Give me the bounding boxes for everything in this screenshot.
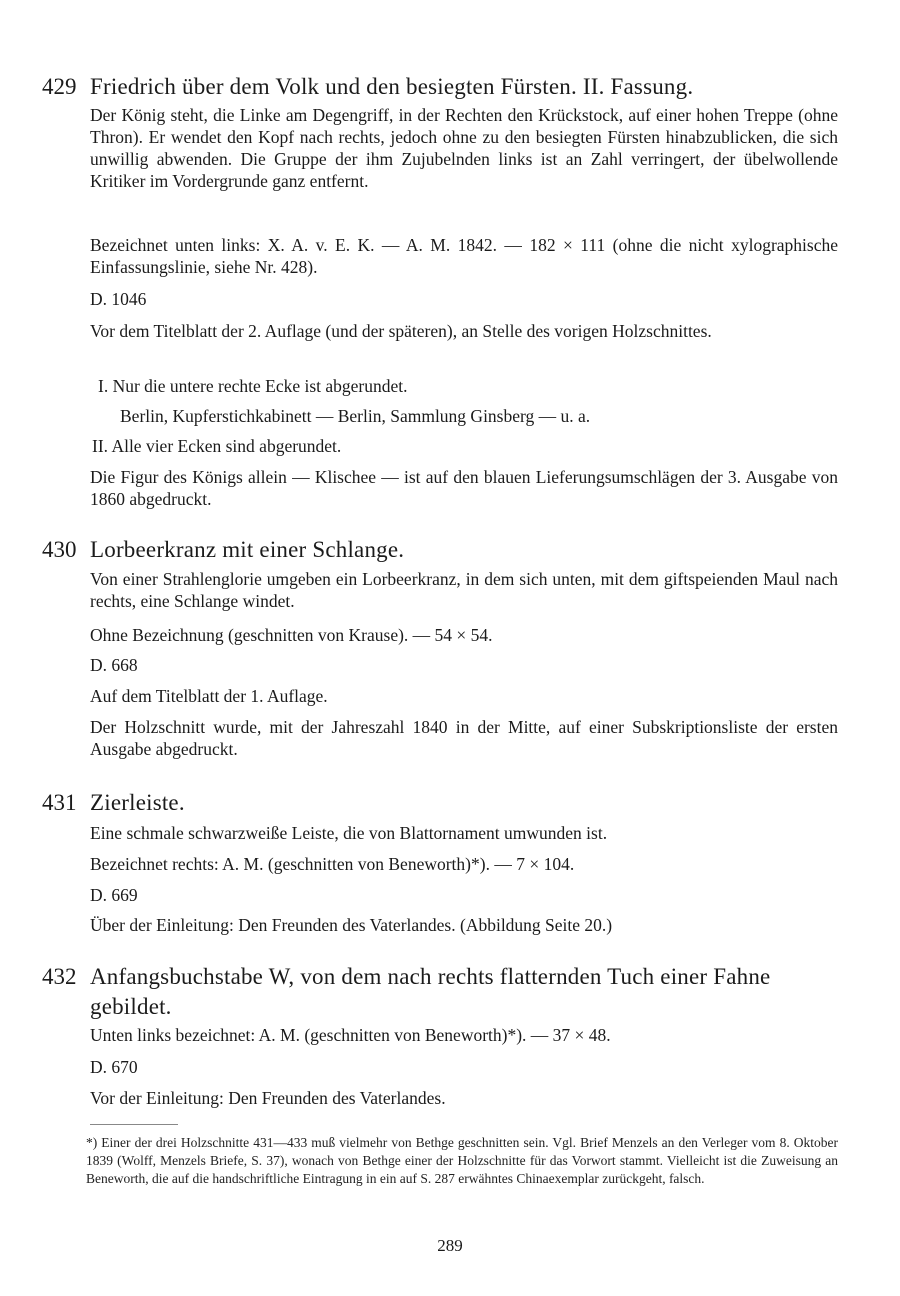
footnote: *) Einer der drei Holzschnitte 431—433 muß vielmehr von Bethge geschnitten sein. Vgl. Brief Menzels an den Verleger vom 8. Oktober 1839 (Wolff, Menzels Briefe, S. 37), wonach von Bethge einer der Holzschnitte für das Vorwort stammt. Vielleicht ist die Zuweisung an Beneworth, die auf die handschriftliche Eintragung in ein auf S. 287 erwähntes Chinaexemplar zurückgeht, falsch. (86, 1135, 838, 1187)
entry-d-number: D. 669 (90, 885, 138, 905)
entry-description: Der König steht, die Linke am Degengriff, in der Rechten den Krückstock, auf einer hohen Treppe (ohne Thron). Er wendet den Kopf nach rechts, jedoch ohne zu den besiegten Fürsten hinabzublicken, die sich unwillig abwenden. Die Gruppe der ihm Zujubelnden links ist an Zahl verringert, der übelwollende Kritiker im Vordergrunde ganz entfernt. (90, 105, 838, 191)
entry-marking: Bezeichnet rechts: A. M. (geschnitten von Beneworth)*). — 7 × 104. (90, 854, 575, 874)
entry-location: Vor der Einleitung: Den Freunden des Vaterlandes. (90, 1088, 446, 1108)
entry-title: Anfangsbuchstabe W, von dem nach rechts flatternden Tuch einer Fahne gebildet. (90, 964, 771, 1019)
entry-note: Die Figur des Königs allein — Klischee — ist auf den blauen Lieferungsumschlägen der 3. Ausgabe von 1860 abgedruckt. (90, 467, 838, 509)
entry-marking: Bezeichnet unten links: X. A. v. E. K. — A. M. 1842. — 182 × 111 (ohne die nicht xylographische Einfassungslinie, siehe Nr. 428). (90, 235, 838, 277)
entry-state-1: I. Nur die untere rechte Ecke ist abgerundet. (98, 376, 408, 396)
entry-title: Zierleiste. (90, 790, 185, 815)
entry-location: Vor dem Titelblatt der 2. Auflage (und der späteren), an Stelle des vorigen Holzschnittes. (90, 321, 712, 341)
entry-number: 430 (42, 537, 77, 562)
entry-d-number: D. 1046 (90, 289, 147, 309)
entry-title: Lorbeerkranz mit einer Schlange. (90, 537, 405, 562)
entry-note: Der Holzschnitt wurde, mit der Jahreszahl 1840 in der Mitte, auf einer Subskriptionsliste der ersten Ausgabe abgedruckt. (90, 717, 838, 759)
entry-d-number: D. 670 (90, 1057, 138, 1077)
entry-description: Eine schmale schwarzweiße Leiste, die von Blattornament umwunden ist. (90, 823, 608, 843)
entry-description: Von einer Strahlenglorie umgeben ein Lorbeerkranz, in dem sich unten, mit dem giftspeienden Maul nach rechts, eine Schlange windet. (90, 569, 838, 611)
entry-number: 431 (42, 790, 77, 815)
entry-d-number: D. 668 (90, 655, 138, 675)
entry-location: Auf dem Titelblatt der 1. Auflage. (90, 686, 328, 706)
entry-number: 429 (42, 74, 77, 99)
entry-state-1-collections: Berlin, Kupferstichkabinett — Berlin, Sammlung Ginsberg — u. a. (120, 406, 591, 426)
entry-state-2: II. Alle vier Ecken sind abgerundet. (92, 436, 342, 456)
entry-title: Friedrich über dem Volk und den besiegten Fürsten. II. Fassung. (90, 74, 694, 99)
entry-number: 432 (42, 964, 77, 989)
entry-marking: Unten links bezeichnet: A. M. (geschnitten von Beneworth)*). — 37 × 48. (90, 1025, 611, 1045)
footnote-divider (90, 1124, 178, 1125)
entry-location: Über der Einleitung: Den Freunden des Vaterlandes. (Abbildung Seite 20.) (90, 915, 613, 935)
entry-marking: Ohne Bezeichnung (geschnitten von Krause). — 54 × 54. (90, 625, 493, 645)
page-number: 289 (437, 1236, 463, 1255)
